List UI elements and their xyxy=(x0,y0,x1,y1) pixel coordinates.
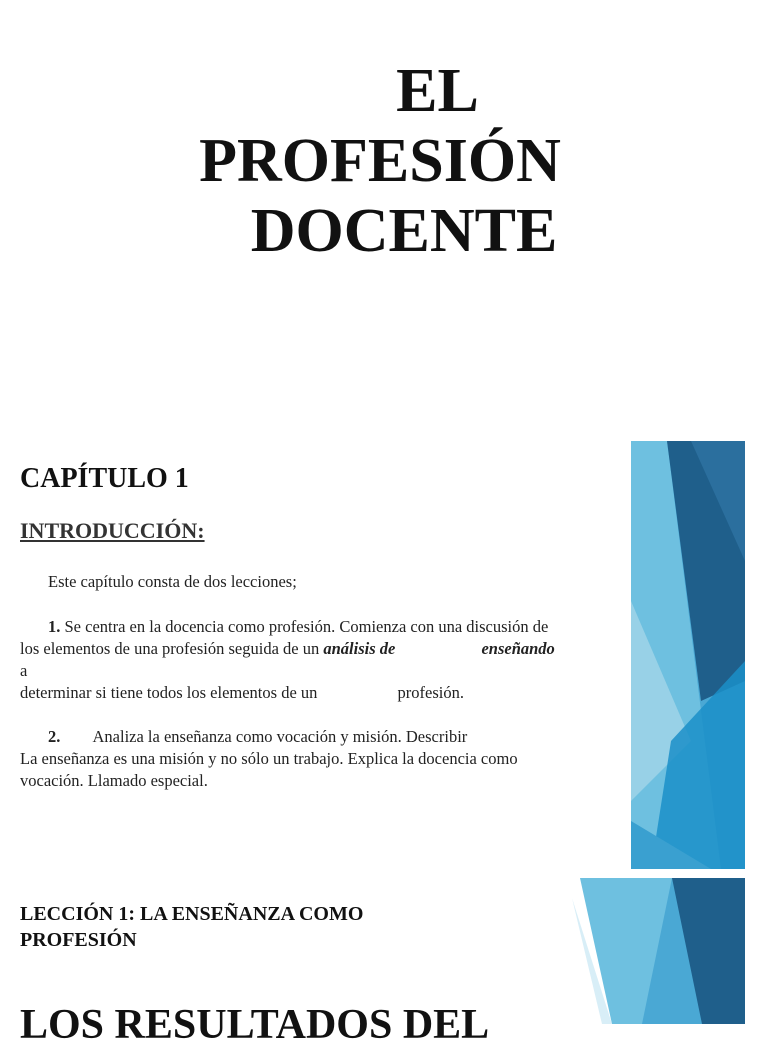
title-line-1: EL xyxy=(396,57,479,125)
item-1-text-c: a xyxy=(20,661,28,680)
item-1-text-b: los elementos de una profesión seguida de un xyxy=(20,639,320,658)
item-1-italic-a: análisis de xyxy=(323,639,396,658)
item-1-number: 1. xyxy=(48,617,61,636)
document-title xyxy=(170,56,590,266)
chapter-heading: CAPÍTULO 1 xyxy=(20,463,189,494)
item-1-text-a: Se centra en la docencia como profesión. Comienza con una discusión de xyxy=(64,617,549,636)
item-2-text-b: La enseñanza es una misión y no sólo un trabajo. Explica la docencia como xyxy=(20,749,518,768)
decorative-panel-bottom xyxy=(572,878,745,1024)
title-line-3: DOCENTE xyxy=(250,197,558,265)
item-2-number: 2. xyxy=(48,727,61,746)
list-item-1 xyxy=(20,616,630,704)
item-1-italic-b: enseñando xyxy=(481,639,555,658)
item-2-text-a: Analiza la enseñanza como vocación y misión. Describir xyxy=(92,727,468,746)
intro-paragraph: Este capítulo consta de dos lecciones; xyxy=(48,572,297,591)
item-1-text-e: profesión. xyxy=(397,683,464,702)
decorative-panel-top xyxy=(631,441,745,869)
item-1-text-d: determinar si tiene todos los elementos de un xyxy=(20,683,318,702)
title-line-2: PROFESIÓN xyxy=(199,127,561,195)
list-item-2 xyxy=(20,726,630,792)
lesson-heading: LECCIÓN 1: LA ENSEÑANZA COMO PROFESIÓN xyxy=(20,903,364,951)
item-2-text-c: vocación. Llamado especial. xyxy=(20,771,208,790)
intro-heading: INTRODUCCIÓN: xyxy=(20,518,205,543)
cut-off-heading: LOS RESULTADOS DEL xyxy=(20,1002,490,1048)
